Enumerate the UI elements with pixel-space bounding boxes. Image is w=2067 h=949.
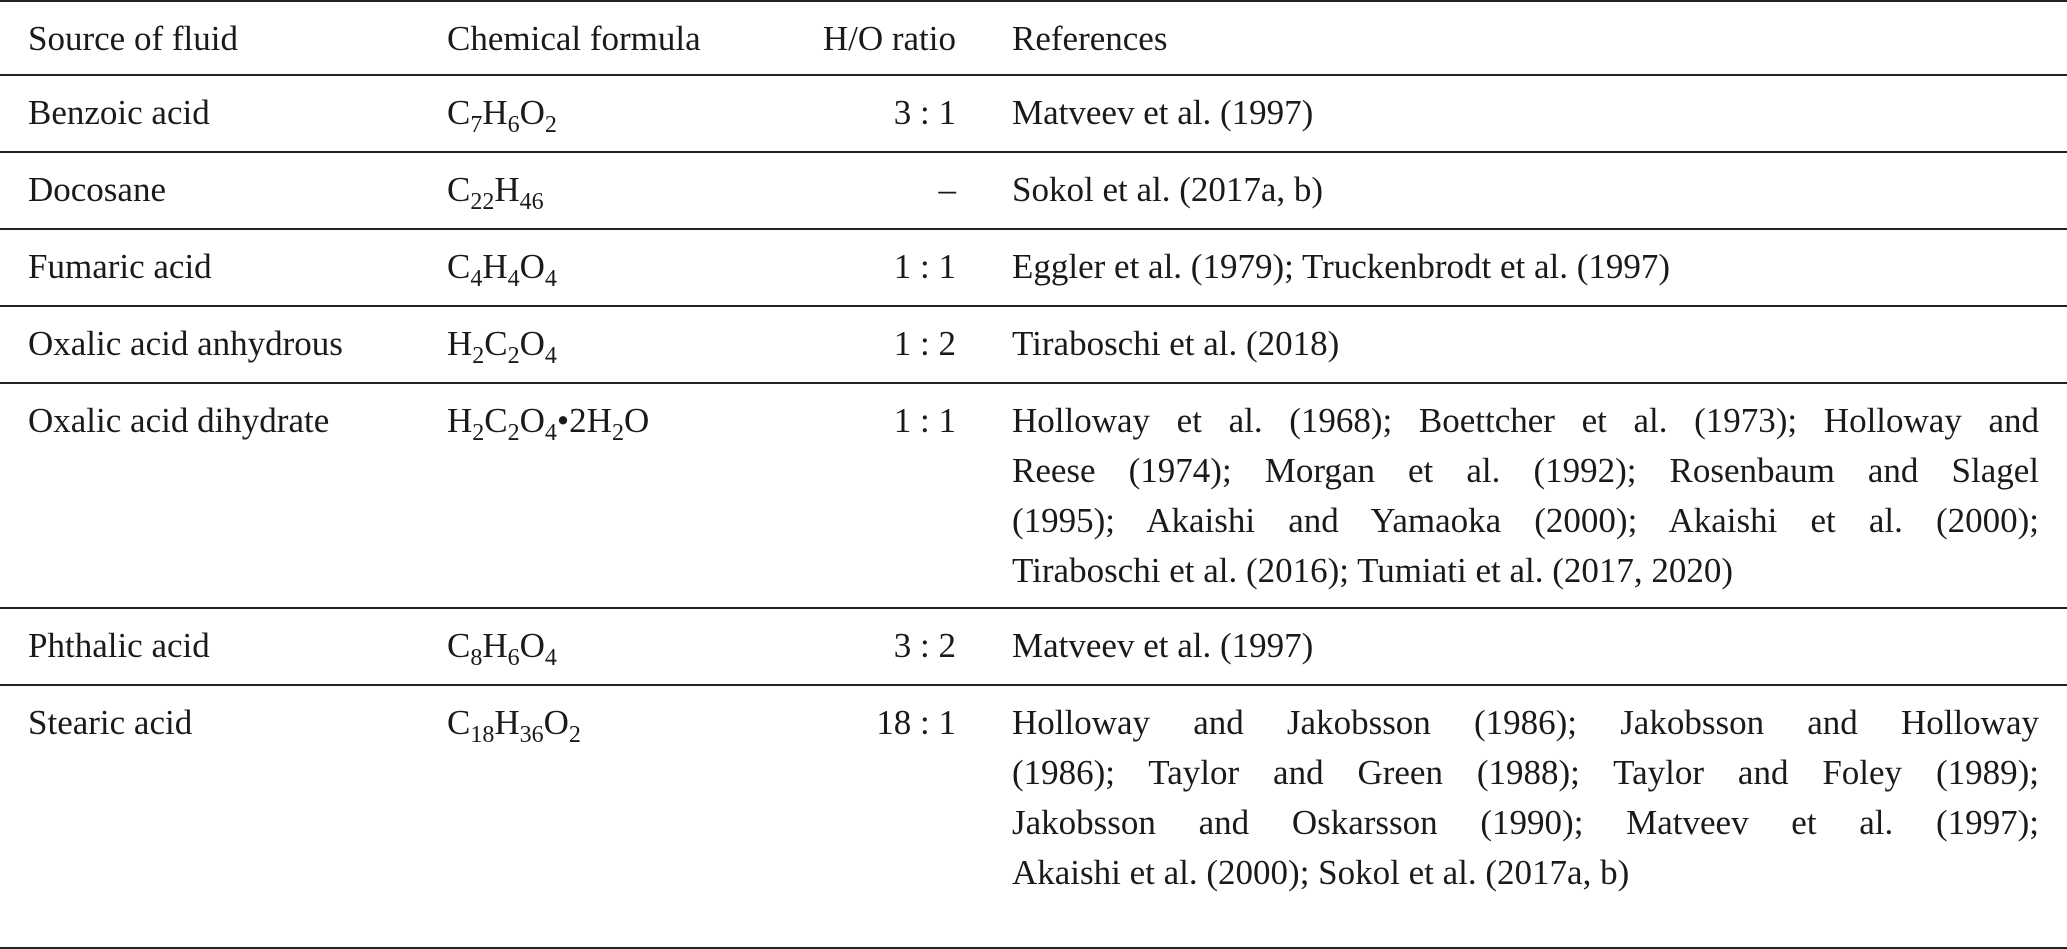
formula-cell: $C_{18}H_{36}O_2$ (447, 703, 581, 748)
references-cell: Holloway et al. (1968); Boettcher et al. (1973); Holloway and Reese (1974); Morgan et al. (1992); Rosenbaum and Slagel (1995); Akaishi and Yamaoka (2000); Akaishi et al. (2000); Tiraboschi et al. (2016); Tumiati et al. (2017, 2020) (1012, 401, 2039, 590)
ratio-cell: 18 : 1 (876, 703, 956, 742)
references-cell: Matveev et al. (1997) (1012, 93, 1314, 132)
table-row (0, 76, 2067, 153)
ratio-cell: 3 : 2 (893, 626, 956, 665)
table-row (0, 384, 2067, 609)
formula-cell: $C_8H_6O_4$ (447, 626, 557, 671)
source-cell: Stearic acid (28, 703, 193, 742)
table-header-row (0, 2, 2067, 76)
references-cell: Matveev et al. (1997) (1012, 626, 1314, 665)
formula-cell: $C_4H_4O_4$ (447, 247, 557, 292)
ratio-cell: – (938, 170, 956, 209)
references-cell: Sokol et al. (2017a, b) (1012, 170, 1324, 209)
ratio-cell: 3 : 1 (893, 93, 956, 132)
formula-cell: $H_2C_2O_4$ (447, 324, 557, 369)
source-cell: Fumaric acid (28, 247, 212, 286)
references-cell: Holloway and Jakobsson (1986); Jakobsson and Holloway (1986); Taylor and Green (1988); Taylor and Foley (1989); Jakobsson and Oskarsson (1990); Matveev et al. (1997); Akaishi et al. (2000); Sokol et al. (2017a, b) (1012, 703, 2039, 892)
table-row (0, 307, 2067, 384)
source-cell: Oxalic acid anhydrous (28, 324, 343, 363)
table-row (0, 686, 2067, 949)
formula-cell: $C_{22}H_{46}$ (447, 170, 544, 215)
table-row (0, 230, 2067, 307)
ratio-cell: 1 : 1 (893, 247, 956, 286)
table-row (0, 609, 2067, 686)
formula-cell: $C_7H_6O_2$ (447, 93, 557, 138)
table-body (0, 76, 2067, 949)
header-formula: Chemical formula (447, 19, 701, 58)
ratio-cell: 1 : 2 (893, 324, 956, 363)
source-cell: Benzoic acid (28, 93, 210, 132)
header-source: Source of fluid (28, 19, 238, 58)
table-row (0, 153, 2067, 230)
source-cell: Oxalic acid dihydrate (28, 401, 330, 440)
formula-cell: $H_2C_2O_4•2H_2O$ (447, 401, 650, 446)
header-references: References (1012, 19, 1168, 58)
source-cell: Docosane (28, 170, 167, 209)
source-cell: Phthalic acid (28, 626, 210, 665)
ratio-cell: 1 : 1 (893, 401, 956, 440)
header-ratio: H/O ratio (822, 19, 956, 58)
references-cell: Eggler et al. (1979); Truckenbrodt et al. (1997) (1012, 247, 1671, 286)
references-cell: Tiraboschi et al. (2018) (1012, 324, 1340, 363)
